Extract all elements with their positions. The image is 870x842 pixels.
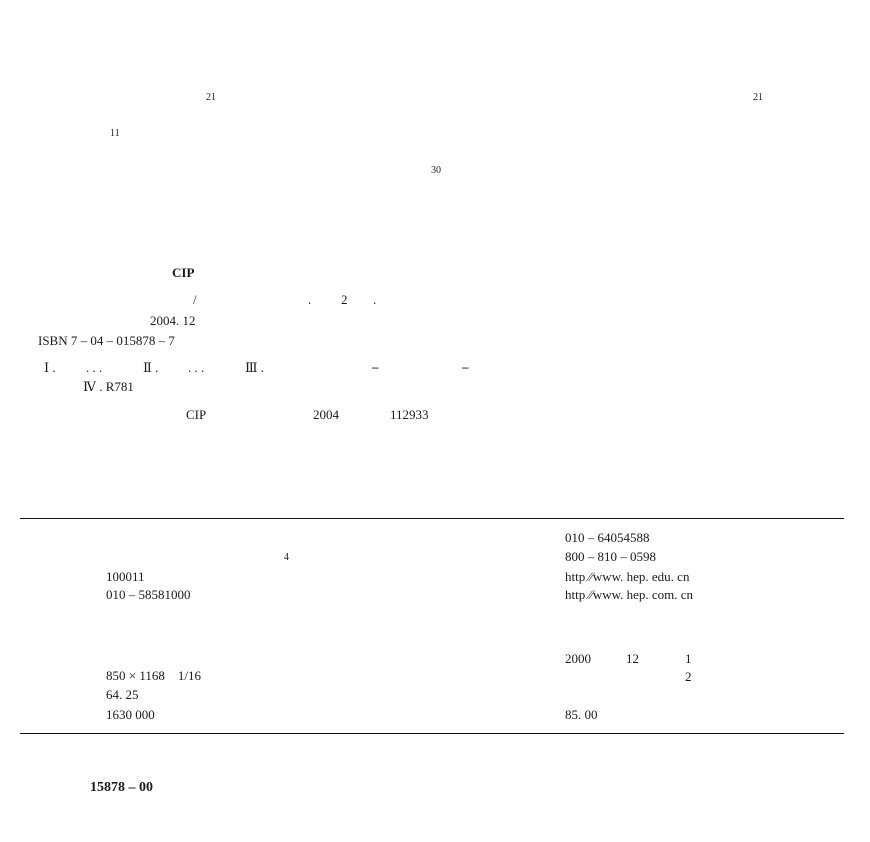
- cip-heading: CIP: [172, 265, 195, 280]
- cip-record-number: 112933: [390, 407, 429, 422]
- top-number-left: 21: [206, 92, 216, 103]
- cip-dash-1: –: [372, 359, 379, 374]
- imprint-words: 1630 000: [106, 707, 155, 722]
- imprint-edition-number: 1: [685, 651, 692, 666]
- cip-dash-2: –: [462, 359, 469, 374]
- cip-dot-1: .: [308, 292, 312, 307]
- top-number-right: 21: [753, 92, 763, 103]
- imprint-phone-main: 010 – 58581000: [106, 587, 191, 602]
- imprint-price: 85. 00: [565, 707, 598, 722]
- imprint-phone-free: 800 – 810 – 0598: [565, 549, 656, 564]
- top-number-11: 11: [110, 128, 120, 139]
- imprint-url-2: http ∕∕www. hep. com. cn: [565, 587, 694, 602]
- cip-slash: /: [193, 292, 197, 307]
- imprint-top-rule: [20, 518, 844, 519]
- cip-edition-number: 2: [341, 292, 348, 307]
- cip-class-iv: Ⅳ . R781: [83, 379, 134, 394]
- cip-class-iii: Ⅲ .: [245, 360, 265, 375]
- cip-class-ii: Ⅱ .: [143, 360, 159, 375]
- imprint-phone-order: 010 – 64054588: [565, 530, 650, 545]
- top-number-30: 30: [431, 165, 441, 176]
- cip-record-label: CIP: [186, 407, 207, 422]
- item-number: 15878 – 00: [90, 780, 153, 795]
- imprint-url-1: http ∕∕www. hep. edu. cn: [565, 569, 690, 584]
- imprint-sheets: 64. 25: [106, 687, 139, 702]
- cip-class-ii-dots: . . .: [188, 360, 205, 375]
- cip-class-i-dots: . . .: [86, 360, 103, 375]
- imprint-printing-number: 2: [685, 669, 692, 684]
- imprint-postcode: 100011: [106, 569, 145, 584]
- imprint-edition-month: 12: [626, 651, 639, 666]
- cip-record-year: 2004: [313, 407, 339, 422]
- imprint-address-number: 4: [284, 552, 289, 563]
- cip-date: 2004. 12: [150, 313, 196, 328]
- imprint-edition-year: 2000: [565, 651, 591, 666]
- cip-class-i: Ⅰ .: [44, 360, 56, 375]
- cip-dot-2: .: [373, 292, 377, 307]
- cip-isbn: ISBN 7 – 04 – 015878 – 7: [38, 333, 175, 348]
- imprint-format: 850 × 1168 1/16: [106, 668, 201, 683]
- imprint-bottom-rule: [20, 733, 844, 734]
